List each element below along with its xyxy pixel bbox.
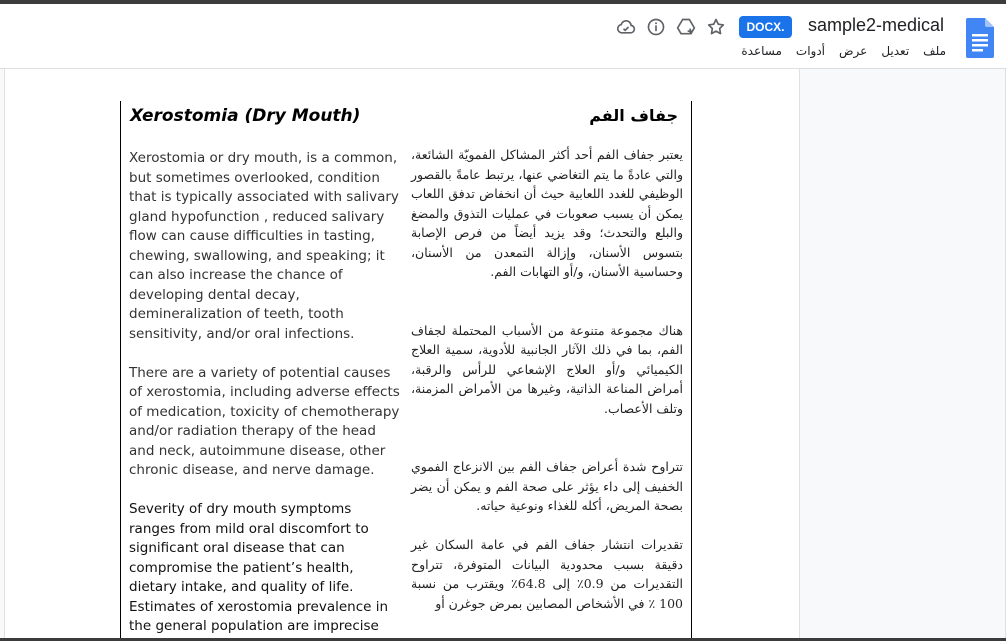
menu-bar [741,44,946,58]
english-paragraph-2: There are a variety of potential causes of xerostomia, including adverse effects of medication, toxicity of chemotherapy and/or radiation therapy of the head and neck, autoimmune disease, other chronic disease, and nerve damage. [129,364,400,478]
star-icon[interactable] [706,17,726,37]
cloud-status-icon[interactable] [616,17,636,37]
arabic-paragraph-2: هناك مجموعة متنوعة من الأسباب المحتملة لجفاف الفم، بما في ذلك الآثار الجانبية للأدوية، سمية العلاج الكيميائي و/أو العلاج الإشعاعي للرأس والرقبة، أمراض المناعة الذاتية، وغيرها من الأمراض المزمنة، وتلف الأعصاب. [411,322,683,416]
drive-add-icon[interactable] [676,17,696,37]
document-page [5,69,799,641]
menu-tools[interactable]: أدوات [795,44,826,58]
english-column [129,149,401,637]
arabic-paragraph-4: تقديرات انتشار جفاف الفم في عامة السكان غير دقيقة بسبب محدودية البيانات المتوفرة، تتراوح التقديرات من 0.9٪ إلى 64.8٪ ويقترب من نسبة 100 ٪ في الأشخاص المصابين بمرض جوغرن أو [411,537,683,611]
menu-help[interactable]: مساعدة [741,44,782,58]
menu-file[interactable]: ملف [923,44,946,58]
english-paragraph-4: Estimates of xerostomia prevalence in the general population are imprecise [129,598,389,634]
document-canvas [0,69,1006,641]
arabic-paragraph-3: تتراوح شدة أعراض جفاف الفم بين الانزعاج الفموي الخفيف إلى داء يؤثر على صحة الفم و يمكن أن يضر بصحة المريض، أكله للغذاء ونوعية حياته. [411,459,683,513]
docs-header [0,4,1006,69]
document-title[interactable]: sample2-medical [807,15,944,35]
menu-edit[interactable]: تعديل [881,44,910,58]
docs-logo-icon[interactable] [966,18,994,58]
english-title: Xerostomia (Dry Mouth) [130,106,361,126]
arabic-title: جفاف الفم [589,106,678,125]
file-format-badge: DOCX. [739,16,792,38]
menu-view[interactable]: عرض [839,44,868,58]
arabic-paragraph-1: يعتبر جفاف الفم أحد أكثر المشاكل الفمويّة الشائعة، والتي عادةً ما يتم التغاضي عنها، يرتبط عامةً بالقصور الوظيفي للغدد اللعابية حيث أن انخفاض تدفق اللعاب يمكن أن يسبب صعوبات في عمليات التذوق والمضغ والبلع والتحدث؛ وقد يزيد أيضاً من فرص الإصابة بتسوس الأسنان، وإزالة التمعدن من الأسنان، وحساسية الأسنان، و/أو التهابات الفم. [411,147,683,279]
arabic-column [411,145,683,613]
english-paragraph-1: Xerostomia or dry mouth, is a common, but sometimes overlooked, condition that is typically associated with salivary gland hypofunction , reduced salivary flow can cause difficulties in tasting, chewing, swallowing, and speaking; it can also increase the chance of developing dental decay, demineralization of teeth, tooth sensitivity, and/or oral infections. [129,150,399,342]
english-paragraph-3: Severity of dry mouth symptoms ranges from mild oral discomfort to significant oral disease that can compromise the patient’s health, dietary intake, and quality of life. [129,501,369,595]
info-icon[interactable] [646,17,666,37]
